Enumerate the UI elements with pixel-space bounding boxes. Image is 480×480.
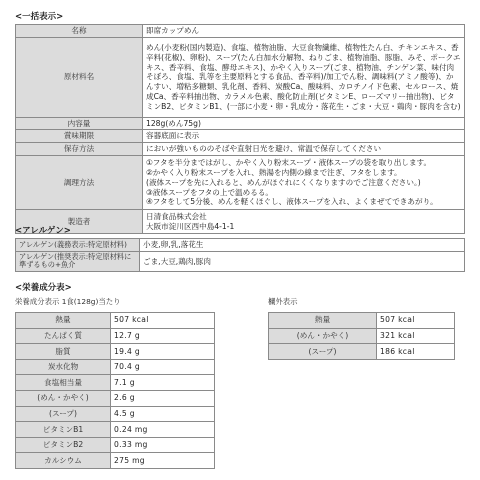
nutrition-label: カルシウム	[16, 453, 111, 469]
table-row	[16, 453, 215, 469]
allergy-table	[15, 238, 465, 272]
value-genzairyo: めん(小麦粉(国内製造)、食塩、植物油脂、大豆食物繊維、植物性たん白、チキンエキス、香辛料(花椒)、卵粉)、スープ(たん白加水分解物、ねりごま、植物油脂、豚脂、みそ、ポークエキス、香辛料、食塩、酵母エキス)、かやく入りスープ(ごま、植物油、チンゲン菜、味付肉そぼろ、食塩、乳等を主要原料とする食品、香辛料)/加工でん粉、調味料(アミノ酸等)、かんすい、増粘多糖類、乳化剤、香料、炭酸Ca、酸味料、カロチノイド色素、セルロース、焼成Ca、香辛料抽出物、カラメル色素、酸化防止剤(ビタミンE、ローズマリー抽出物)、ビタミンB2、ビタミンB1、(一部に小麦・卵・乳成分・落花生・ごま・大豆・鶏肉・豚肉を含む)	[143, 37, 465, 117]
nutrition-label: 炭水化物	[16, 359, 111, 375]
label-chorihoho: 調理方法	[16, 156, 143, 210]
value-meisho: 即席カップめん	[143, 25, 465, 38]
label-naiyoryo: 内容量	[16, 117, 143, 130]
nutrition-value: 7.1 g	[111, 375, 215, 391]
nutrition-label: 食塩相当量	[16, 375, 111, 391]
table-row	[16, 390, 215, 406]
nutrition-section-title: <栄養成分表>	[15, 283, 72, 293]
ikkatsu-table	[15, 24, 465, 234]
table-row	[16, 117, 465, 130]
table-row	[16, 156, 465, 210]
nutrition-value: 0.33 mg	[111, 437, 215, 453]
value-naiyoryo: 128g(めん75g)	[143, 117, 465, 130]
table-row	[16, 375, 215, 391]
bekkai-value: 507 kcal	[377, 313, 455, 329]
table-row	[16, 406, 215, 422]
nutrition-value: 275 mg	[111, 453, 215, 469]
table-row	[269, 344, 455, 360]
nutrition-value: 507 kcal	[111, 313, 215, 329]
table-row	[16, 210, 465, 234]
table-row	[16, 251, 465, 271]
table-row	[269, 313, 455, 329]
allergy-section-title: <アレルゲン>	[15, 226, 71, 236]
nutrition-label: 脂質	[16, 344, 111, 360]
table-row	[16, 422, 215, 438]
nutrition-value: 0.24 mg	[111, 422, 215, 438]
table-row	[16, 130, 465, 143]
nutrition-value: 70.4 g	[111, 359, 215, 375]
value-allergy-suisho: ごま,大豆,鶏肉,豚肉	[140, 251, 465, 271]
nutrition-label: (めん・かやく)	[16, 390, 111, 406]
table-row	[16, 143, 465, 156]
table-row	[16, 239, 465, 252]
nutrition-value: 2.6 g	[111, 390, 215, 406]
nutrition-label: ビタミンB1	[16, 422, 111, 438]
value-chorihoho: ①フタを半分まではがし、かやく入り粉末スープ・液体スープの袋を取り出します。 ②かやく入り粉末スープを入れ、熱湯を内側の線まで注ぎ、フタをします。 (液体スープを先に入れると、めんがほぐれにくくなりますのでご注意ください。) ③液体スープをフタの上で温めるる。 ④フタをして5分後、めんを軽くほぐし、液体スープを入れ、よくまぜてできあがり。	[143, 156, 465, 210]
nutrition-value: 12.7 g	[111, 328, 215, 344]
table-row	[16, 37, 465, 117]
bekkai-label: (スープ)	[269, 344, 377, 360]
label-genzairyo: 原材料名	[16, 37, 143, 117]
bekkai-label: (めん・かやく)	[269, 328, 377, 344]
table-row	[16, 328, 215, 344]
value-allergy-gimu: 小麦,卵,乳,落花生	[140, 239, 465, 252]
nutrition-caption: 栄養成分表示 1食(128g)当たり	[15, 297, 121, 306]
nutrition-label: たんぱく質	[16, 328, 111, 344]
table-row	[16, 313, 215, 329]
value-hozonhoho: においが強いもののそばや直射日光を避け、常温で保存してください	[143, 143, 465, 156]
bekkai-table	[268, 312, 455, 360]
nutrition-label: 熱量	[16, 313, 111, 329]
label-seizosha: 製造者	[16, 210, 143, 234]
label-hozonhoho: 保存方法	[16, 143, 143, 156]
ikkatsu-section-title: <一括表示>	[15, 12, 64, 22]
table-row	[16, 437, 215, 453]
table-row	[269, 328, 455, 344]
nutrition-table	[15, 312, 215, 469]
nutrition-value: 19.4 g	[111, 344, 215, 360]
bekkai-value: 186 kcal	[377, 344, 455, 360]
bekkai-caption: 欄外表示	[268, 297, 298, 306]
nutrition-label: (スープ)	[16, 406, 111, 422]
table-row	[16, 344, 215, 360]
bekkai-value: 321 kcal	[377, 328, 455, 344]
label-meisho: 名称	[16, 25, 143, 38]
label-allergy-gimu: アレルゲン(義務表示:特定原材料)	[16, 239, 140, 252]
value-shomikigen: 容器底面に表示	[143, 130, 465, 143]
table-row	[16, 25, 465, 38]
table-row	[16, 359, 215, 375]
label-shomikigen: 賞味期限	[16, 130, 143, 143]
nutrition-value: 4.5 g	[111, 406, 215, 422]
bekkai-label: 熱量	[269, 313, 377, 329]
nutrition-label: ビタミンB2	[16, 437, 111, 453]
value-seizosha: 日清食品株式会社 大阪市淀川区西中島4-1-1	[143, 210, 465, 234]
label-allergy-suisho: アレルゲン(推奨表示:特定原材料に準ずるもの+魚介	[16, 251, 140, 271]
